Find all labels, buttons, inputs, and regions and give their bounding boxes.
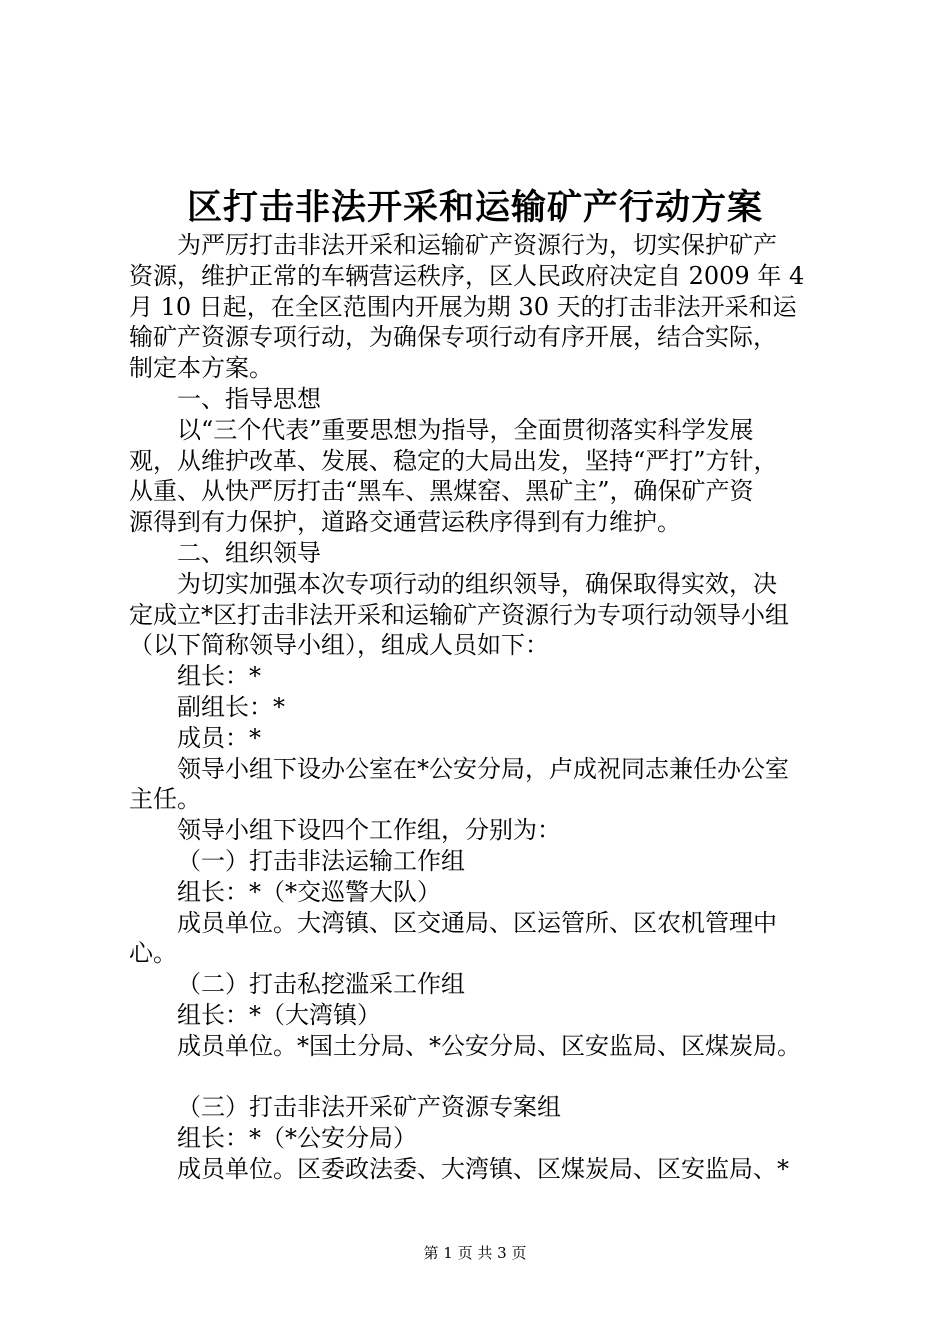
- document-body: [129, 230, 841, 1185]
- paragraph-line: 为切实加强本次专项行动的组织领导，确保取得实效，决: [177, 569, 777, 598]
- section-heading: 二、组织领导: [177, 538, 321, 567]
- paragraph-line: 成员单位。*国土分局、*公安分局、区安监局、区煤炭局。: [177, 1031, 801, 1060]
- paragraph-line: 心。: [129, 939, 177, 968]
- paragraph-line: 为严厉打击非法开采和运输矿产资源行为，切实保护矿产: [177, 231, 777, 259]
- paragraph-line: 制定本方案。: [129, 354, 273, 383]
- paragraph-line: 资源，维护正常的车辆营运秩序，区人民政府决定自 2009 年 4: [129, 261, 805, 290]
- paragraph-line: （以下简称领导小组），组成人员如下：: [129, 631, 549, 660]
- paragraph-line: 观，从维护改革、发展、稳定的大局出发，坚持“严打”方针，: [129, 446, 778, 475]
- paragraph-line: 主任。: [129, 785, 201, 814]
- paragraph-line: 成员单位。区委政法委、大湾镇、区煤炭局、区安监局、*: [177, 1154, 789, 1183]
- page-footer: 第 1 页 共 3 页: [423, 1244, 527, 1262]
- blank-line: [129, 1062, 841, 1093]
- paragraph-line: 以“三个代表”重要思想为指导，全面贯彻落实科学发展: [177, 415, 754, 444]
- paragraph-line: 月 10 日起，在全区范围内开展为期 30 天的打击非法开采和运: [129, 292, 797, 321]
- section-heading: 一、指导思想: [177, 384, 321, 413]
- paragraph-line: 输矿产资源专项行动，为确保专项行动有序开展，结合实际，: [129, 323, 777, 352]
- paragraph-line: 成员：*: [177, 723, 261, 752]
- paragraph-line: （三）打击非法开采矿产资源专案组: [177, 1093, 561, 1122]
- paragraph-line: 领导小组下设办公室在*公安分局，卢成祝同志兼任办公室: [177, 754, 789, 783]
- paragraph-line: 组长：*: [177, 662, 261, 691]
- paragraph-line: （二）打击私挖滥采工作组: [177, 970, 465, 999]
- paragraph-line: （一）打击非法运输工作组: [177, 846, 465, 875]
- paragraph-line: 领导小组下设四个工作组，分别为：: [177, 816, 561, 845]
- paragraph-line: 组长：*（*公安分局）: [177, 1124, 417, 1153]
- paragraph-line: 定成立*区打击非法开采和运输矿产资源行为专项行动领导小组: [129, 600, 789, 629]
- paragraph-line: 组长：*（*交巡警大队）: [177, 877, 441, 906]
- paragraph-line: 副组长：*: [177, 692, 285, 721]
- paragraph-line: 源得到有力保护，道路交通营运秩序得到有力维护。: [129, 508, 681, 537]
- document-title: 区打击非法开采和运输矿产行动方案: [186, 187, 763, 228]
- paragraph-line: 从重、从快严厉打击“黑车、黑煤窑、黑矿主”，确保矿产资: [129, 477, 754, 506]
- paragraph-line: 组长：*（大湾镇）: [177, 1000, 381, 1029]
- paragraph-line: 成员单位。大湾镇、区交通局、区运管所、区农机管理中: [177, 908, 777, 937]
